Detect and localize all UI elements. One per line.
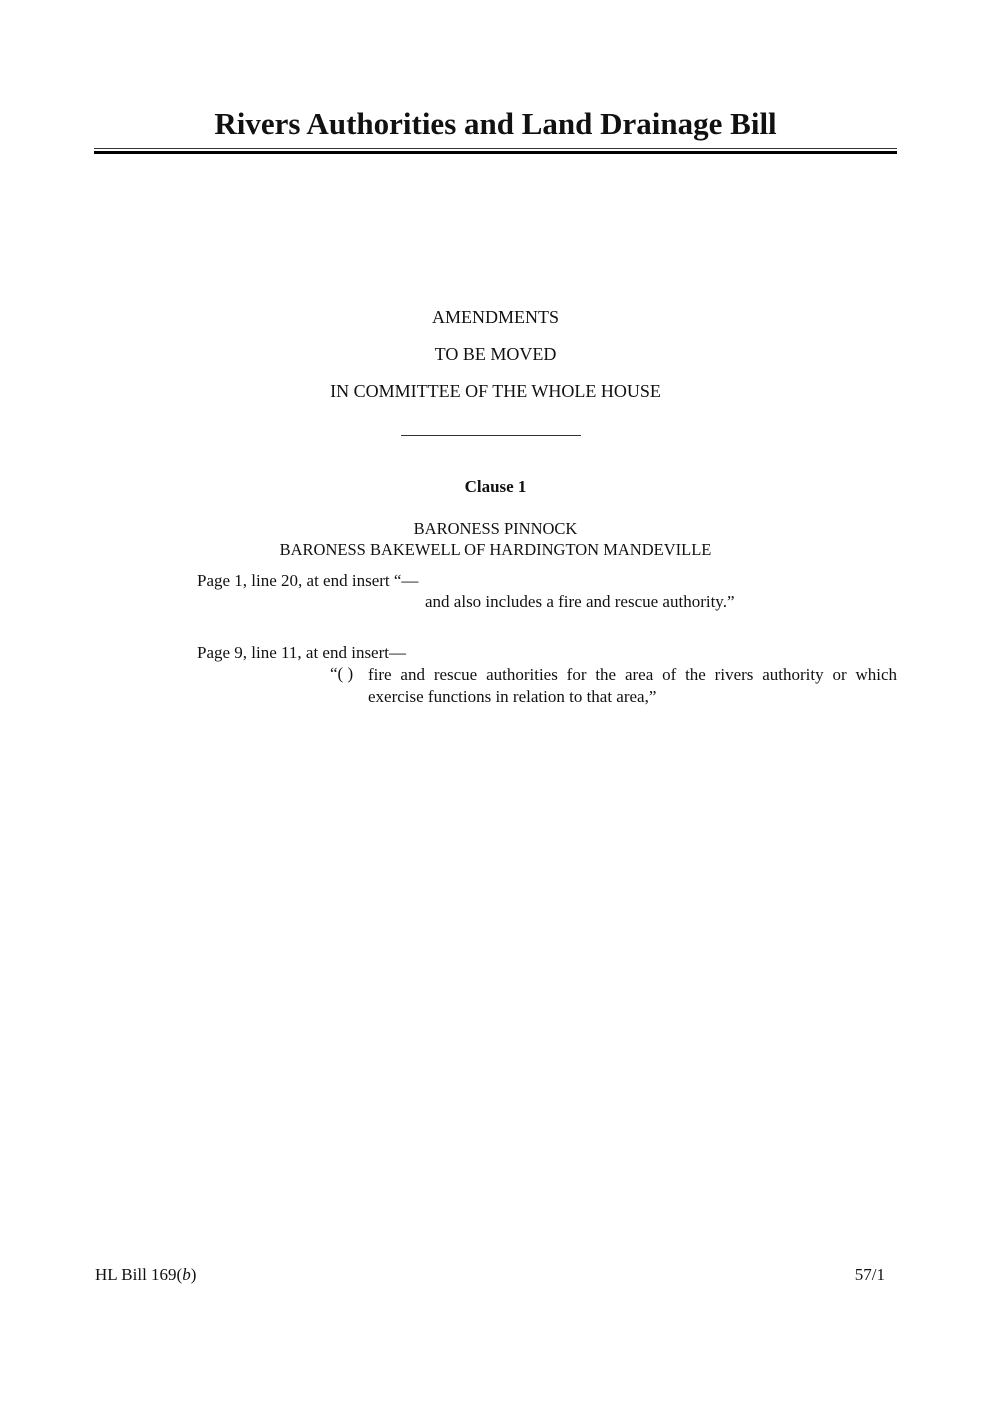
bill-ref-prefix: HL Bill 169( (95, 1265, 183, 1284)
mover-name: BARONESS PINNOCK (413, 519, 578, 538)
amendment-2-instruction: Page 9, line 11, at end insert— (197, 643, 406, 662)
bill-title: Rivers Authorities and Land Drainage Bill (214, 106, 777, 141)
heading-line-3: IN COMMITTEE OF THE WHOLE HOUSE (330, 381, 661, 401)
bill-ref-suffix: ) (190, 1265, 197, 1284)
bill-ref-letter: b (182, 1265, 191, 1284)
page-reference: 57/1 (854, 1265, 885, 1284)
heading-line-2: TO BE MOVED (434, 344, 557, 364)
separator-rule (401, 435, 581, 436)
amendment-2-marker: “( ) (330, 664, 354, 683)
clause-heading: Clause 1 (464, 477, 527, 496)
heading-line-1: AMENDMENTS (431, 307, 559, 327)
amendment-2-text: fire and rescue authorities for the area of the rivers authority or which exercise functions in relation to that area,” (368, 665, 897, 706)
title-rule-thick (94, 151, 897, 154)
amendment-1-text: and also includes a fire and rescue authority.” (425, 592, 735, 611)
mover-name: BARONESS BAKEWELL OF HARDINGTON MANDEVILLE (279, 540, 712, 559)
title-rule-thin (94, 148, 897, 149)
bill-reference (95, 1265, 196, 1285)
amendment-1-instruction: Page 1, line 20, at end insert “— (197, 571, 419, 590)
